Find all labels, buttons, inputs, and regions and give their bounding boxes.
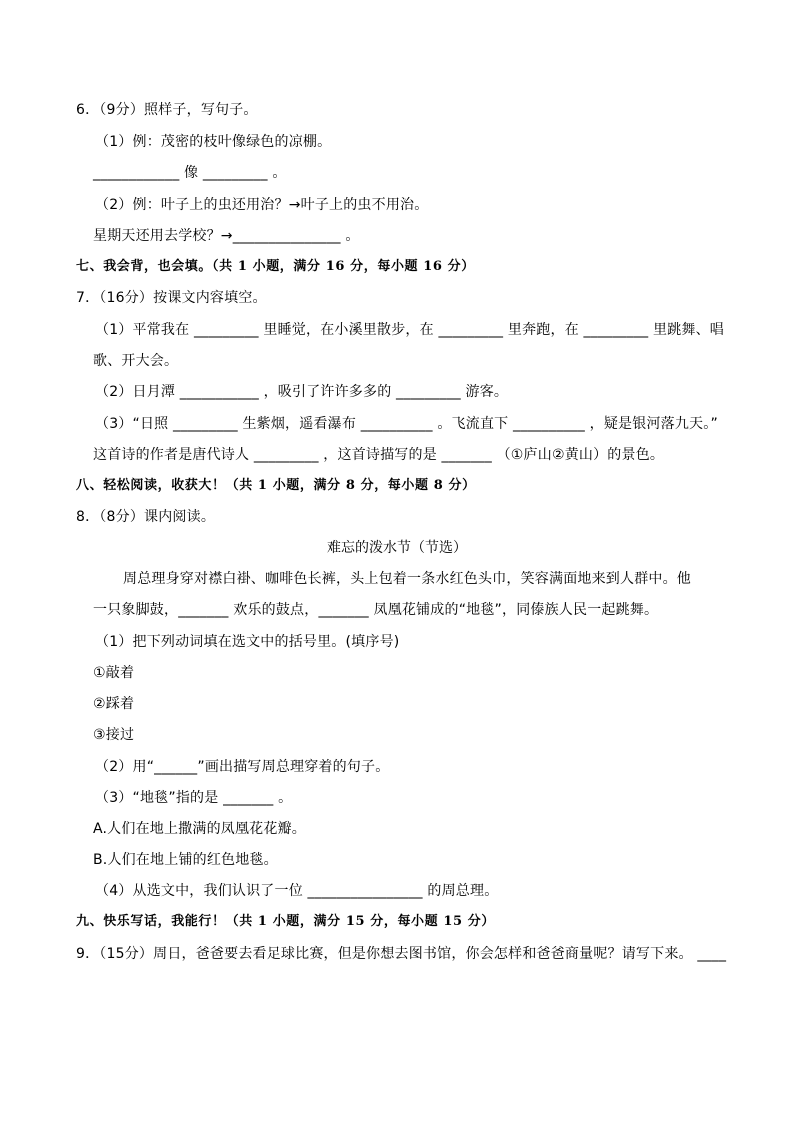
question-8-sub-2: （2）用“______”画出描写周总理穿着的句子。 xyxy=(95,759,390,775)
verb-option-1: ①敲着 xyxy=(93,665,135,681)
question-8-sub-3: （3）“地毯”指的是 _______ 。 xyxy=(95,790,293,806)
question-8-sub-4: （4）从选文中，我们认识了一位 ________________ 的周总理。 xyxy=(95,883,499,899)
passage-title: 难忘的泼水节（节选） xyxy=(327,540,467,556)
question-7-part-1a: （1）平常我在 _________ 里睡觉，在小溪里散步，在 _________ 里奔跑，在 _________ 里跳舞、唱 xyxy=(95,322,725,338)
question-6-example-1: （1）例：茂密的枝叶像绿色的凉棚。 xyxy=(95,134,332,150)
question-7-part-3a: （3）“日照 _________ 生紫烟，遥看瀑布 __________ 。飞流直下 __________ ，疑是银河落九天。” xyxy=(95,416,718,432)
choice-a: A.人们在地上撒满的凤凰花花瓣。 xyxy=(93,821,306,837)
question-9-title: 9．（15分）周日，爸爸要去看足球比赛，但是你想去图书馆，你会怎样和爸爸商量呢？请写下来。 ____ xyxy=(76,946,727,962)
question-8-sub-1: （1）把下列动词填在选文中的括号里。(填序号) xyxy=(95,634,400,650)
question-7-title: 7．（16分）按课文内容填空。 xyxy=(76,290,267,306)
question-8-title: 8．（8分）课内阅读。 xyxy=(76,509,216,525)
section-9-heading: 九、快乐写话，我能行！（共 1 小题，满分 15 分，每小题 15 分） xyxy=(76,914,495,929)
passage-line-1: 周总理身穿对襟白褂、咖啡色长裤，头上包着一条水红色头巾，笑容满面地来到人群中。他 xyxy=(123,571,691,587)
verb-option-3: ③接过 xyxy=(93,727,135,743)
section-8-heading: 八、轻松阅读，收获大！（共 1 小题，满分 8 分，每小题 8 分） xyxy=(76,478,476,493)
question-7-part-3b: 这首诗的作者是唐代诗人 _________ ，这首诗描写的是 _______ （①庐山②黄山）的景色。 xyxy=(93,447,665,463)
question-6-answer-2: 星期天还用去学校？→_______________ 。 xyxy=(93,228,360,244)
question-6-answer-1: ____________ 像 _________ 。 xyxy=(93,165,287,181)
passage-line-2: 一只象脚鼓，_______ 欢乐的鼓点，_______ 凤凰花铺成的“地毯”，同傣族人民一起跳舞。 xyxy=(93,602,659,618)
choice-b: B.人们在地上铺的红色地毯。 xyxy=(93,852,278,868)
question-7-part-2: （2）日月潭 ___________ ，吸引了许许多多的 _________ 游客。 xyxy=(95,384,509,400)
question-6-title: 6．（9分）照样子，写句子。 xyxy=(76,102,258,118)
question-6-example-2: （2）例：叶子上的虫还用治？→叶子上的虫不用治。 xyxy=(95,197,429,213)
section-7-heading: 七、我会背，也会填。（共 1 小题，满分 16 分，每小题 16 分） xyxy=(76,259,475,274)
verb-option-2: ②踩着 xyxy=(93,696,135,712)
question-7-part-1b: 歌、开大会。 xyxy=(93,353,179,369)
